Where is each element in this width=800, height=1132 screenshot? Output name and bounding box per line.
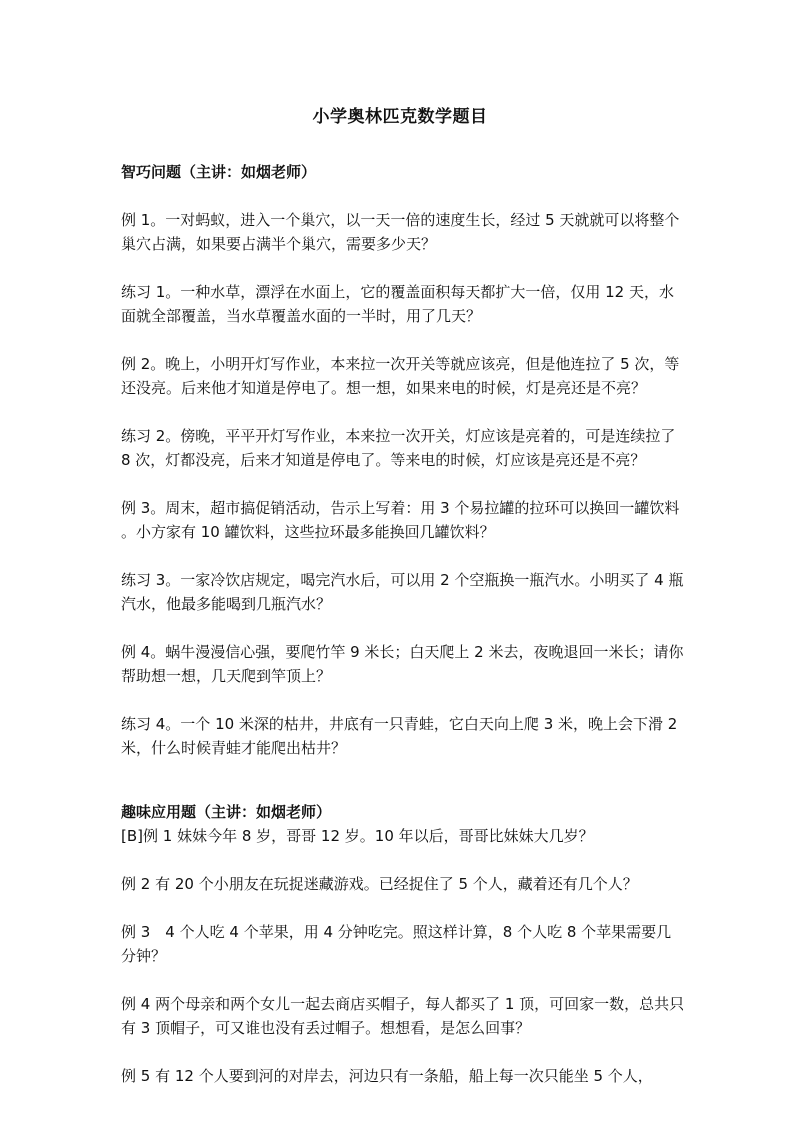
spacer xyxy=(121,400,686,424)
problem-example-3: 例 3。周末，超市搞促销活动，告示上写着：用 3 个易拉罐的拉环可以换回一罐饮料。小方家有 10 罐饮料，这些拉环最多能换回几罐饮料？ xyxy=(121,499,680,541)
problem-example-2: 例 2。晚上，小明开灯写作业，本来拉一次开关等就应该亮，但是他连拉了 5 次，等还没亮。后来他才知道是停电了。想一想，如果来电的时候，灯是亮还是不亮？ xyxy=(121,355,680,397)
problem-practice-1: 练习 1。一种水草，漂浮在水面上，它的覆盖面积每天都扩大一倍，仅用 12 天，水面就全部覆盖，当水草覆盖水面的一半时，用了几天？ xyxy=(121,283,674,325)
spacer xyxy=(121,256,686,280)
spacer xyxy=(121,896,686,920)
document-body xyxy=(121,160,686,1088)
spacer xyxy=(121,688,686,712)
spacer xyxy=(121,184,686,208)
problem-word-example-3: 例 3 4 个人吃 4 个苹果，用 4 分钟吃完。照这样计算，8 个人吃 8 个苹果需要几分钟？ xyxy=(121,923,672,965)
section-heading-word-problems: 趣味应用题（主讲：如烟老师） xyxy=(121,803,332,821)
problem-practice-2: 练习 2。傍晚，平平开灯写作业，本来拉一次开关，灯应该是亮着的，可是连续拉了 8 次，灯都没亮，后来才知道是停电了。等来电的时候，灯应该是亮还是不亮？ xyxy=(121,427,676,469)
problem-word-example-4: 例 4 两个母亲和两个女儿一起去商店买帽子，每人都买了 1 顶，可回家一数，总共只有 3 顶帽子，可又谁也没有丢过帽子。想想看，是怎么回事？ xyxy=(121,995,685,1037)
document-title: 小学奥林匹克数学题目 xyxy=(312,107,488,127)
section-heading-puzzles: 智巧问题（主讲：如烟老师） xyxy=(121,163,317,181)
spacer xyxy=(121,328,686,352)
problem-practice-3: 练习 3。一家冷饮店规定，喝完汽水后，可以用 2 个空瓶换一瓶汽水。小明买了 4 瓶汽水，他最多能喝到几瓶汽水？ xyxy=(121,571,684,613)
problem-word-example-1: [B]例 1 妹妹今年 8 岁，哥哥 12 岁。10 年以后，哥哥比妹妹大几岁？ xyxy=(121,827,594,845)
problem-example-4: 例 4。蜗牛漫漫信心强，要爬竹竿 9 米长；白天爬上 2 米去，夜晚退回一米长；请你帮助想一想，几天爬到竿顶上？ xyxy=(121,643,684,685)
spacer xyxy=(121,616,686,640)
problem-word-example-2: 例 2 有 20 个小朋友在玩捉迷藏游戏。已经捉住了 5 个人，藏着还有几个人？ xyxy=(121,875,638,893)
spacer xyxy=(121,760,686,800)
spacer xyxy=(121,544,686,568)
spacer xyxy=(121,848,686,872)
spacer xyxy=(121,472,686,496)
problem-example-1: 例 1。一对蚂蚁，进入一个巢穴，以一天一倍的速度生长，经过 5 天就就可以将整个巢穴占满，如果要占满半个巢穴，需要多少天？ xyxy=(121,211,680,253)
problem-practice-4: 练习 4。一个 10 米深的枯井，井底有一只青蛙，它白天向上爬 3 米，晚上会下滑 2 米，什么时候青蛙才能爬出枯井？ xyxy=(121,715,678,757)
spacer xyxy=(121,968,686,992)
spacer xyxy=(121,1040,686,1064)
problem-word-example-5: 例 5 有 12 个人要到河的对岸去，河边只有一条船，船上每一次只能坐 5 个人， xyxy=(121,1067,653,1085)
